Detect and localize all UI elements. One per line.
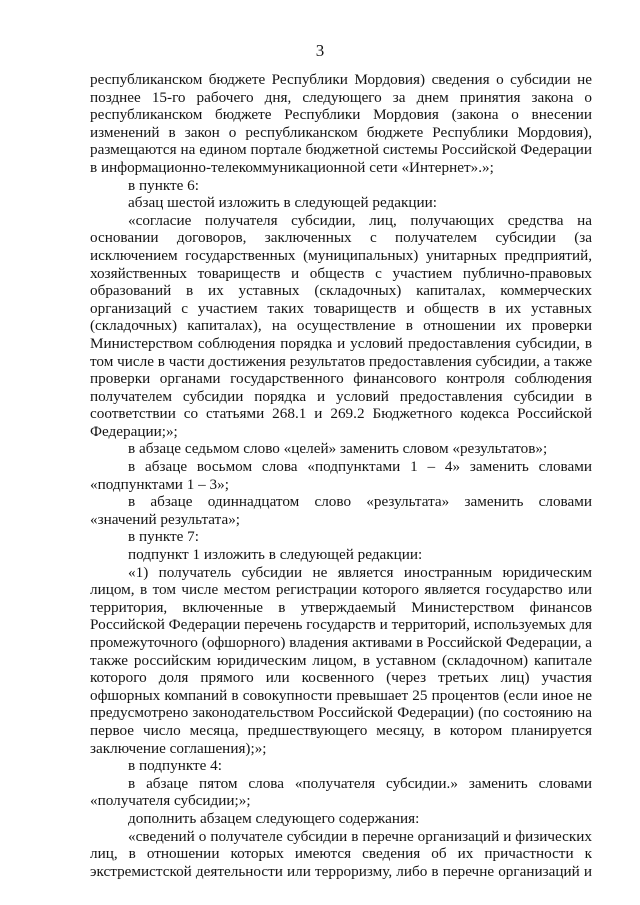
text-line: в абзаце восьмом слова «подпунктами 1 – 4» заменить словами <box>128 458 592 476</box>
page-number: 3 <box>315 41 325 60</box>
text-line: Министерством соблюдения порядка и условий предоставления субсидии, в <box>90 334 592 352</box>
text-line: соответствии со статьями 268.1 и 269.2 Бюджетного кодекса Российской <box>90 405 592 423</box>
text-line: том числе в части достижения результатов предоставления субсидии, а также <box>90 352 593 370</box>
text-line: дополнить абзацем следующего содержания: <box>128 809 420 827</box>
text-line: «1) получатель субсидии не является иностранным юридическим <box>128 563 592 581</box>
text-line: «получателя субсидии;»; <box>90 792 251 810</box>
text-line: первое число месяца, предшествующего месяцу, в котором планируется <box>90 721 592 739</box>
text-line: в информационно-телекоммуникационной сети «Интернет».»; <box>90 158 494 176</box>
text-line: в абзаце седьмом слово «целей» заменить словом «результатов»; <box>128 440 548 458</box>
text-line: Российской Федерации перечень государств и территорий, используемых для <box>90 616 592 634</box>
text-line: позднее 15-го рабочего дня, следующего за днем принятия закона о <box>90 88 592 106</box>
text-line: организаций с участием таких товариществ и обществ в их уставных <box>90 299 592 317</box>
text-line: республиканском бюджете Республики Мордовия) сведения о субсидии не <box>90 71 592 88</box>
text-line: в абзаце одиннадцатом слово «результата» заменить словами <box>128 493 592 511</box>
text-line: лиц, в отношении которых имеются сведения об их причастности к <box>90 845 592 863</box>
text-line: которого доля прямого или косвенного (через третьих лиц) участия <box>90 669 592 687</box>
text-line: абзац шестой изложить в следующей редакции: <box>128 194 437 212</box>
text-line: в абзаце пятом слова «получателя субсидии.» заменить словами <box>128 774 592 792</box>
text-line: «подпунктами 1 – 3»; <box>90 475 229 493</box>
text-line: в пункте 7: <box>128 528 199 546</box>
text-line: республиканском бюджете Республики Мордовия (закона о внесении <box>90 106 592 124</box>
text-line: в подпункте 4: <box>128 757 222 775</box>
text-line: Федерации;»; <box>90 422 178 440</box>
text-line: «согласие получателя субсидии, лиц, получающих средства на <box>128 211 592 229</box>
text-line: основании договоров, заключенных с получателем субсидии (за <box>90 229 592 247</box>
text-line: подпункт 1 изложить в следующей редакции: <box>128 546 423 564</box>
text-line: промежуточного (офшорного) владения активами в Российской Федерации, а <box>90 634 592 651</box>
text-line: изменений в закон о республиканском бюджете Республики Мордовия), <box>90 123 592 141</box>
text-line: размещаются на едином портале бюджетной системы Российской Федерации <box>90 141 592 159</box>
text-line: образований в их уставных (складочных) капиталах, коммерческих <box>90 282 592 300</box>
text-line: проверки органами государственного финансового контроля соблюдения <box>90 370 592 388</box>
text-line: лицом, в том числе местом регистрации которого является государство или <box>90 581 592 599</box>
text-line: территория, включенные в утверждаемый Министерством финансов <box>90 598 592 616</box>
text-line: экстремистской деятельности или терроризму, либо в перечне организаций и <box>90 862 592 880</box>
text-line: офшорных компаний в совокупности превышает 25 процентов (если иное не <box>90 686 592 704</box>
text-line: хозяйственных товариществ и обществ с участием публично-правовых <box>90 264 592 282</box>
document-body <box>90 71 592 880</box>
text-line: в пункте 6: <box>128 176 199 194</box>
text-line: «сведений о получателе субсидии в перечне организаций и физических <box>128 827 592 845</box>
text-line: также российским юридическим лицом, в уставном (складочном) капитале <box>90 651 592 669</box>
text-line: (складочных) капиталах), на осуществление в отношении их проверки <box>90 317 592 335</box>
text-line: получателем субсидии порядка и условий предоставления субсидии в <box>90 387 592 405</box>
text-line: заключение соглашения);»; <box>90 739 267 757</box>
text-line: «значений результата»; <box>90 510 241 528</box>
text-line: исключением государственных (муниципальных) унитарных предприятий, <box>90 246 592 264</box>
text-line: предусмотрено законодательством Российской Федерации) (по состоянию на <box>90 704 592 722</box>
